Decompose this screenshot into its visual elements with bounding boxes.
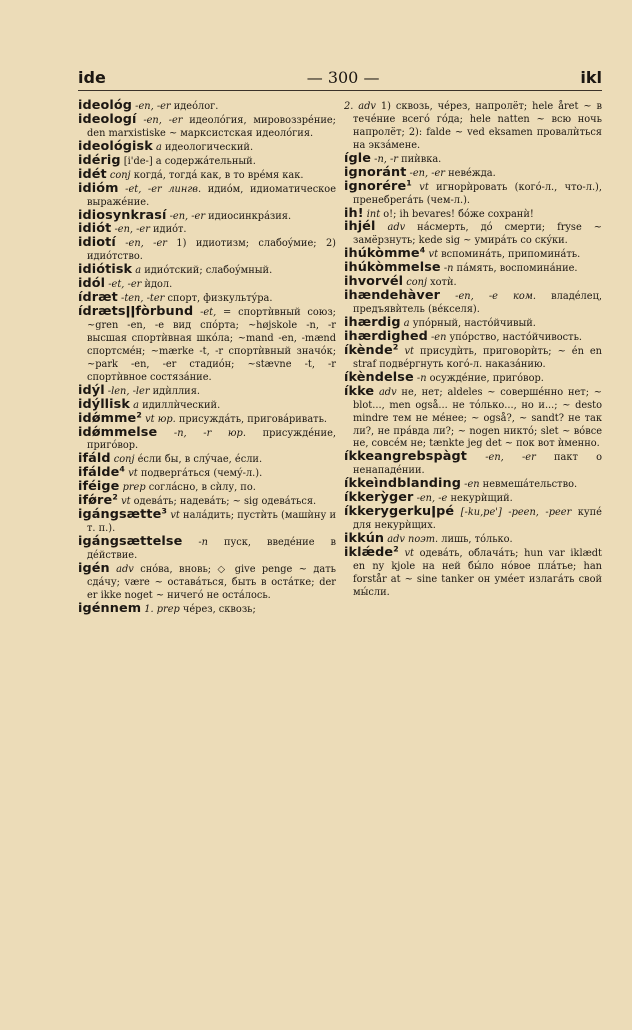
dictionary-entry <box>78 264 336 278</box>
entry-grammar: conj <box>110 454 135 466</box>
entry-grammar: adv <box>374 386 397 398</box>
entry-grammar: -n <box>440 263 454 275</box>
dictionary-entry <box>78 560 336 603</box>
entry-headword: ihærdig <box>344 315 401 330</box>
entry-headword: ídræt <box>78 290 118 306</box>
dictionary-entry <box>78 223 336 237</box>
entry-grammar: -en, -er <box>132 101 171 112</box>
entry-definition: идиллѝческий. <box>138 399 221 411</box>
entry-definition: вспоминáть, припоминáть. <box>438 249 581 261</box>
entry-definition: нáсмерть, дó смерти; fryse ~ замёрзнуть; kede sig ~ умирáть со скýки. <box>353 222 602 247</box>
entry-headword: íkkeangrebspàgt <box>344 449 467 465</box>
entry-definition: идеóлог. <box>170 101 219 112</box>
entry-grammar: -en, -er <box>467 452 536 464</box>
entry-headword: idýl <box>78 382 105 398</box>
left-guide-word: ide <box>78 68 106 87</box>
entry-definition: éсли бы, в слýчае, éсли. <box>134 454 263 466</box>
entry-definition: присудѝть, приговорѝть; ~ én en straf подвéргнуть когó-л. наказáнию. <box>353 345 602 370</box>
dictionary-entry <box>344 369 602 386</box>
entry-headword: idérig <box>78 152 121 168</box>
entry-definition: спорт, физкультýра. <box>164 293 273 305</box>
entry-headword: idiót <box>78 221 112 237</box>
entry-grammar: -et, -er <box>105 279 142 291</box>
entry-definition: лишь, тóлько. <box>438 534 513 545</box>
entry-headword: idióm <box>78 180 119 196</box>
entry-definition: идеолóгия, мировоззрéние; den marxistiske ~ марксистская идеолóгия. <box>87 114 336 139</box>
entry-definition: o!; ih bevares! бóже сохранѝ! <box>380 208 534 220</box>
entry-headword: ideologí <box>78 111 137 127</box>
dictionary-entry <box>344 178 602 208</box>
entry-grammar: -en <box>427 331 447 343</box>
entry-grammar: vt <box>425 249 439 261</box>
entry-headword: igángsættelse <box>78 534 183 549</box>
entry-headword: iféige <box>78 479 120 495</box>
page-header <box>78 64 602 91</box>
right-guide-word: ikl <box>580 68 602 87</box>
entry-definition: когдá, тогдá как, в то врéмя как. <box>130 169 304 181</box>
entry-definition: игнорѝровать (когó-л., что-л.), пренебрегáть (чем-л.). <box>353 181 602 206</box>
entry-headword: iklǽde² <box>344 544 399 560</box>
entry-definition: купé для некурѝщих. <box>353 507 602 532</box>
entry-grammar: prep <box>119 482 146 494</box>
entry-definition: одевáть; надевáть; ~ sig одевáться. <box>130 496 317 508</box>
entry-grammar: conj <box>403 277 428 289</box>
entry-headword: íkèndelse <box>344 369 414 385</box>
entry-definition: одевáть, облачáть; hun var iklædt en ny kjole на ней бы́ло нóвое плáтье; han forstår at ~ sine tanker он умéет излагáть свой мы́сли. <box>353 547 602 598</box>
entry-headword: idǿmme² <box>78 410 142 426</box>
entry-definition: 1) сквозь, чéрез, напролёт; hele året ~ в течéние всегó гóда; hele natten ~ всю ночь напролёт; 2): falde ~ ved eksamen провалѝться на экзáмене. <box>353 101 603 151</box>
entry-grammar: vt <box>117 496 131 508</box>
entry-definition: невмешáтельство. <box>479 479 578 491</box>
entry-headword: ihvorvél <box>344 274 404 290</box>
entry-definition: идеологический. <box>161 141 254 153</box>
entry-headword: idól <box>78 276 106 292</box>
dictionary-entry <box>78 237 336 264</box>
dictionary-entry <box>78 536 336 563</box>
entry-headword: ih! <box>344 205 364 221</box>
entry-definition: идиóт. <box>149 224 187 236</box>
entry-definition: упóрный, настóйчивый. <box>409 318 536 329</box>
entry-grammar: adv <box>109 563 134 575</box>
entry-definition: идиóм, идиоматическое выражéние. <box>87 183 337 208</box>
dictionary-entry <box>344 544 602 600</box>
entry-definition: владéлец, предъявѝтель (вéкселя). <box>353 291 602 316</box>
entry-grammar: -n, -r юр. <box>157 427 246 439</box>
entry-grammar: int <box>363 208 381 220</box>
dictionary-entry <box>78 111 336 141</box>
entry-headword: ihúkòmme⁴ <box>344 246 426 262</box>
entry-definition: ѝдол. <box>141 279 173 291</box>
entry-grammar: a <box>132 265 142 277</box>
entry-headword: ifálde⁴ <box>78 465 126 481</box>
entry-headword: ikkún <box>344 531 385 546</box>
entry-definition: пуск, введéние в дéйствие. <box>87 537 336 561</box>
entry-headword: igénnem <box>78 600 142 616</box>
entry-headword: íkkerygerkuǀpé <box>344 504 455 520</box>
entry-headword: idýllisk <box>78 396 130 412</box>
right-column <box>344 100 602 1020</box>
entry-headword: idét <box>78 166 107 182</box>
entry-headword: idiótisk <box>78 262 133 278</box>
entry-headword: ideológisk <box>78 138 153 154</box>
dictionary-entry <box>78 424 336 454</box>
entry-definition: пиѝвка. <box>397 153 442 165</box>
entry-grammar: -et, <box>193 307 217 319</box>
entry-grammar: -en, -er <box>406 167 445 179</box>
entry-headword: idǿmmelse <box>78 424 158 440</box>
entry-headword: ihændehàver <box>344 288 441 304</box>
entry-headword: igángsætte³ <box>78 507 168 523</box>
entry-headword: idiotí <box>78 235 116 251</box>
entry-grammar: a <box>129 399 139 411</box>
entry-grammar: -en, -er <box>166 210 206 222</box>
entry-grammar: -len, -ler <box>104 385 150 397</box>
entry-headword: íkke <box>344 383 375 399</box>
entry-grammar: vt <box>398 345 414 357</box>
entry-grammar: -en <box>461 479 480 491</box>
dictionary-entry <box>344 451 602 478</box>
entry-grammar: vt <box>411 181 429 193</box>
entry-headword: ihjél <box>344 219 376 235</box>
dictionary-entry <box>78 509 336 536</box>
entry-grammar: 2. adv <box>344 101 376 112</box>
entry-definition: 1) идиотизм; слабоýмие; 2) идиóтство. <box>87 238 336 263</box>
entry-headword: íkkerỳger <box>344 490 414 506</box>
entry-headword: íkènde² <box>344 342 399 358</box>
dictionary-entry <box>344 342 602 372</box>
entry-headword: ifǿre² <box>78 493 118 509</box>
dictionary-entry <box>344 221 602 248</box>
dictionary-entry <box>344 383 602 452</box>
entry-definition: подвергáться (чемý-л.). <box>137 468 263 480</box>
entry-grammar: 1. prep <box>141 603 180 615</box>
entry-grammar: -et, -er лингв. <box>118 183 202 195</box>
entry-definition: не, нет; aldeles ~ совершéнно нет; ~ blot..., men også... не тóлько..., но и...; ~ desto mindre тем не мéнее; ~ også?, ~ sandt? не так ли?, не прáвда ли?; ~ nogen никтó; slet ~ вóвсе не, совсéм не; tænkte jeg det ~ пок вот ѝменно. <box>353 386 602 450</box>
left-column <box>78 100 336 1020</box>
entry-headword: ígle <box>344 150 372 166</box>
entry-definition: пакт о ненападéнии. <box>353 452 602 477</box>
entry-grammar: -ten, -ter <box>117 293 165 305</box>
entry-definition: присуждáть, приговáривать. <box>175 413 328 425</box>
entry-definition: упóрство, настóйчивость. <box>446 331 583 343</box>
dictionary-entry <box>78 152 336 169</box>
entry-headword: idiosynkrasí <box>78 207 167 223</box>
entry-grammar: -n, -r <box>371 153 398 165</box>
entry-grammar: a <box>152 141 162 153</box>
entry-headword: ídrætsǀǀfòrbund <box>78 304 194 320</box>
dictionary-entry <box>344 290 602 317</box>
entry-definition: налáдить; пустѝть (машѝну и т. п.). <box>87 510 336 535</box>
entry-definition: = спортѝвный союз; ~gren -en, -e вид спóрта; ~højskole -n, -r высшая спортѝвная шкóла; ~mand -en, -mænd спортсмéн; ~mærke -t, -r спортѝвный значóк; ~park -en, -er стадиóн; ~stævne -t, -r спортѝвное состязáние. <box>87 307 336 383</box>
entry-definition: чéрез, сквозь; <box>179 603 256 615</box>
entry-grammar: -en, -er <box>115 238 167 250</box>
entry-grammar: -en, -er <box>136 114 183 126</box>
entry-grammar: -n <box>413 372 427 384</box>
entry-grammar: adv <box>375 222 406 234</box>
dictionary-entry <box>78 306 336 385</box>
entry-grammar: -en, -er <box>111 224 150 236</box>
dictionary-entry <box>344 100 602 153</box>
entry-grammar: vt <box>125 468 138 480</box>
entry-grammar: a <box>400 318 410 329</box>
entry-grammar: -en, -e ком. <box>440 291 537 303</box>
entry-definition: идѝллия. <box>149 385 200 397</box>
page-number: — 300 — <box>306 68 380 87</box>
dictionary-entry <box>78 207 336 224</box>
entry-headword: ignorére¹ <box>344 178 412 194</box>
entry-definition: присуждéние, пригóвор. <box>87 427 336 452</box>
entry-definition: некурѝщий. <box>447 493 513 505</box>
dictionary-entry <box>344 506 602 533</box>
entry-grammar: vt <box>167 510 180 522</box>
entry-grammar: conj <box>106 169 131 181</box>
entry-headword: ideológ <box>78 98 133 113</box>
dictionary-entry <box>78 600 336 617</box>
dictionary-entry <box>78 180 337 210</box>
entry-headword: ihúkòmmelse <box>344 260 441 276</box>
entry-definition: идиосинкрáзия. <box>205 210 292 222</box>
entry-definition: идиóтский; слабоýмный. <box>141 265 273 277</box>
entry-definition: хотѝ. <box>427 277 457 289</box>
entry-grammar: -n <box>182 537 208 548</box>
entry-definition: [i'de-] a содержáтельный. <box>120 155 256 167</box>
entry-definition: пáмять, воспоминáние. <box>453 263 578 275</box>
entry-grammar: [-ku,pe'] -peen, -peer <box>454 507 572 519</box>
dictionary-columns <box>78 100 602 1020</box>
entry-definition: невéжда. <box>445 167 496 179</box>
entry-definition: снóва, вновь; ◇ give penge ~ дать сдáчу; være ~ оставáться, быть в остáтке; der er ikke noget ~ ничегó не остáлось. <box>87 563 336 601</box>
entry-grammar: -en, -e <box>413 493 448 505</box>
entry-definition: соглáсно, в сѝлу, по. <box>145 482 256 494</box>
entry-grammar: vt юр. <box>142 413 176 425</box>
entry-grammar: adv поэт. <box>384 534 439 545</box>
entry-headword: ignoránt <box>344 164 407 180</box>
entry-headword: íkkeìndblanding <box>344 476 462 492</box>
dictionary-entry <box>344 205 602 222</box>
entry-headword: ihærdighed <box>344 328 428 344</box>
entry-grammar: vt <box>398 547 414 559</box>
entry-headword: igén <box>78 560 110 576</box>
entry-definition: осуждéние, пригóвор. <box>426 372 544 384</box>
entry-headword: ifáld <box>78 451 111 467</box>
